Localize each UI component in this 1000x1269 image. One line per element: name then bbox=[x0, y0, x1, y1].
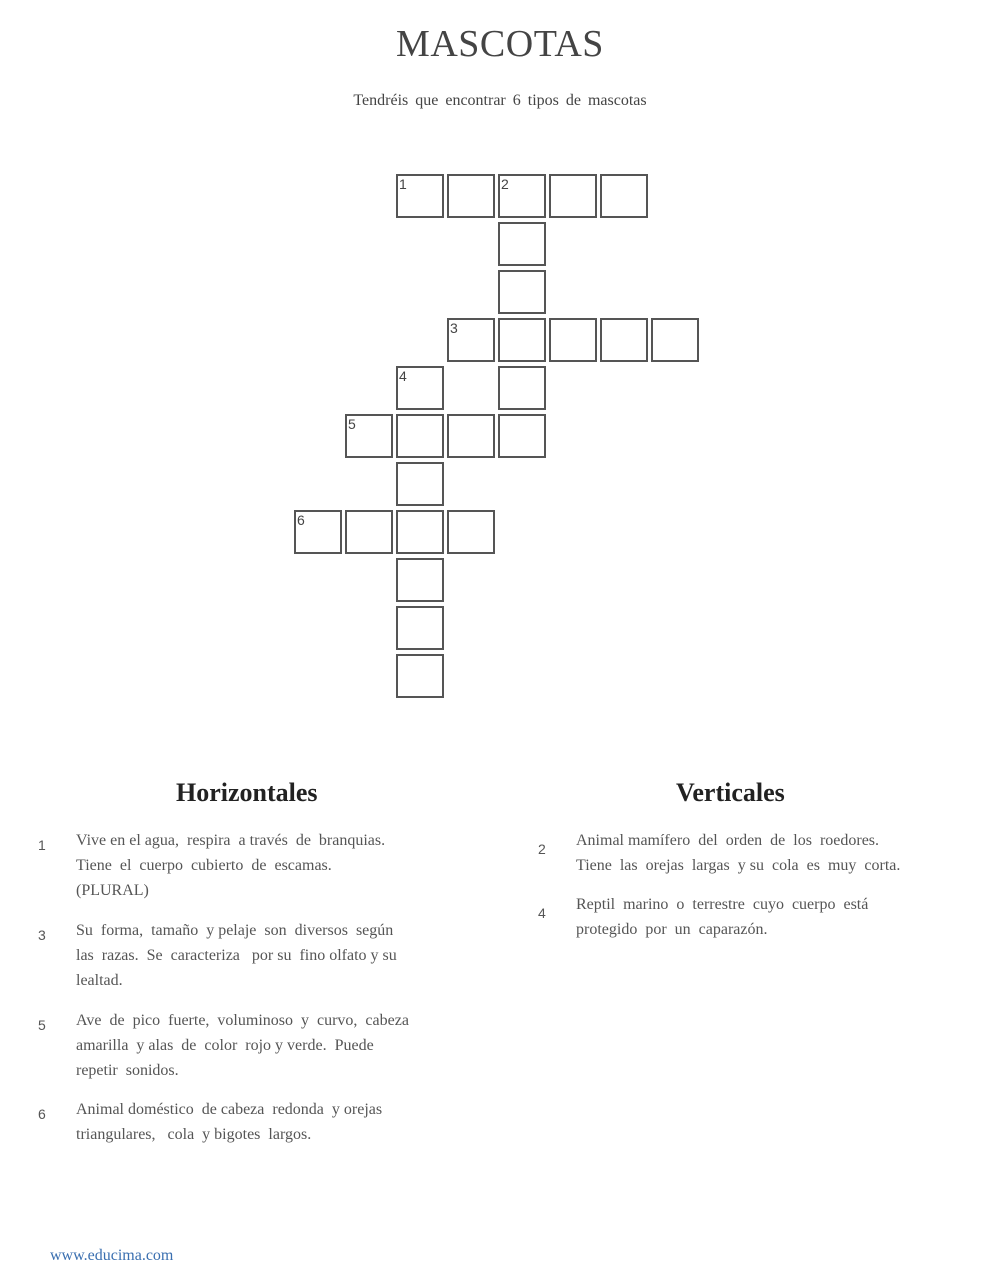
crossword-cell[interactable] bbox=[498, 174, 546, 218]
clue-line: repetir sonidos. bbox=[76, 1062, 179, 1079]
verticales-heading: Verticales bbox=[676, 778, 785, 807]
crossword-cell[interactable] bbox=[345, 414, 393, 458]
clue-number: 5 bbox=[348, 416, 356, 432]
page-subtitle: Tendréis que encontrar 6 tipos de mascotas bbox=[353, 92, 647, 109]
clue-line: Vive en el agua, respira a través de branquias. bbox=[76, 832, 386, 849]
clue-line: Tiene las orejas largas y su cola es muy corta. bbox=[576, 857, 901, 874]
crossword-cell[interactable] bbox=[396, 654, 444, 698]
clue-number: 4 bbox=[399, 368, 407, 384]
clue-number: 4 bbox=[538, 905, 546, 921]
clue-line: triangulares, cola y bigotes largos. bbox=[76, 1126, 312, 1143]
horizontales-heading: Horizontales bbox=[176, 778, 318, 807]
crossword-cell[interactable] bbox=[498, 222, 546, 266]
clue-line: Tiene el cuerpo cubierto de escamas. bbox=[76, 857, 332, 874]
crossword-cell[interactable] bbox=[600, 318, 648, 362]
clue-number: 6 bbox=[38, 1106, 46, 1122]
clue-number: 2 bbox=[538, 841, 546, 857]
crossword-cell[interactable] bbox=[396, 366, 444, 410]
clue-line: Animal mamífero del orden de los roedores. bbox=[576, 832, 880, 849]
crossword-cell[interactable] bbox=[651, 318, 699, 362]
clue-line: Ave de pico fuerte, voluminoso y curvo, cabeza bbox=[76, 1012, 409, 1029]
clue-number: 2 bbox=[501, 176, 509, 192]
crossword-cell[interactable] bbox=[345, 510, 393, 554]
crossword-cell[interactable] bbox=[396, 510, 444, 554]
footer-link[interactable]: www.educima.com bbox=[50, 1247, 174, 1264]
clue-line: las razas. Se caracteriza por su fino olfato y su bbox=[76, 947, 397, 964]
crossword-cell[interactable] bbox=[549, 318, 597, 362]
crossword-cell[interactable] bbox=[447, 414, 495, 458]
crossword-cell[interactable] bbox=[498, 318, 546, 362]
crossword-cell[interactable] bbox=[498, 270, 546, 314]
clue-number: 1 bbox=[399, 176, 407, 192]
crossword-cell[interactable] bbox=[447, 174, 495, 218]
crossword-cell[interactable] bbox=[396, 462, 444, 506]
crossword-cell[interactable] bbox=[447, 318, 495, 362]
crossword-cell[interactable] bbox=[498, 366, 546, 410]
clue-number: 6 bbox=[297, 512, 305, 528]
clue-line: lealtad. bbox=[76, 972, 123, 989]
clue-number: 3 bbox=[38, 927, 46, 943]
crossword-cell[interactable] bbox=[549, 174, 597, 218]
crossword-cell[interactable] bbox=[447, 510, 495, 554]
crossword-cell[interactable] bbox=[294, 510, 342, 554]
clue-line: amarilla y alas de color rojo y verde. Puede bbox=[76, 1037, 374, 1054]
clue-number: 5 bbox=[38, 1017, 46, 1033]
clue-line: (PLURAL) bbox=[76, 882, 149, 899]
page-title: MASCOTAS bbox=[396, 23, 604, 65]
crossword-cell[interactable] bbox=[498, 414, 546, 458]
clue-line: Su forma, tamaño y pelaje son diversos según bbox=[76, 922, 394, 939]
crossword-cell[interactable] bbox=[396, 558, 444, 602]
crossword-cell[interactable] bbox=[396, 174, 444, 218]
clue-number: 3 bbox=[450, 320, 458, 336]
clue-line: Animal doméstico de cabeza redonda y orejas bbox=[76, 1101, 383, 1118]
clue-line: Reptil marino o terrestre cuyo cuerpo está bbox=[576, 896, 869, 913]
crossword-cell[interactable] bbox=[396, 606, 444, 650]
clue-line: protegido por un caparazón. bbox=[576, 921, 768, 938]
crossword-cell[interactable] bbox=[600, 174, 648, 218]
clue-number: 1 bbox=[38, 837, 46, 853]
crossword-cell[interactable] bbox=[396, 414, 444, 458]
